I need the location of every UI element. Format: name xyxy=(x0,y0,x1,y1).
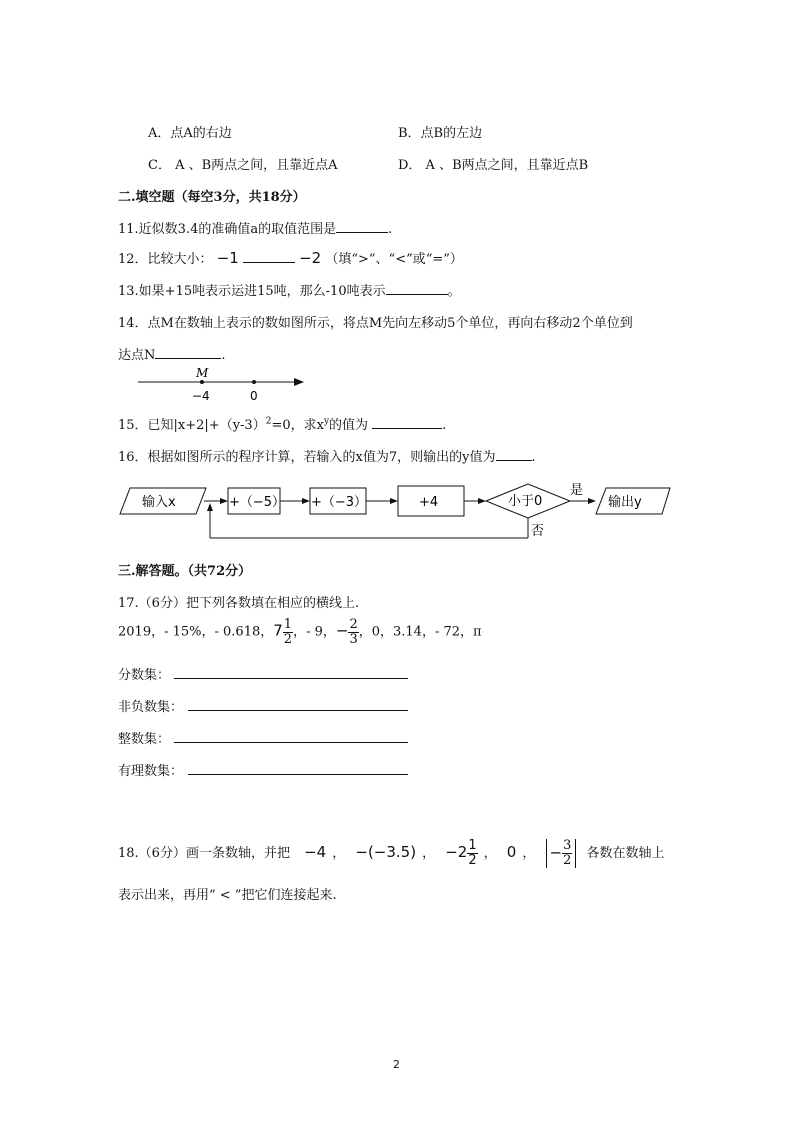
q13-blank[interactable] xyxy=(386,294,448,295)
flow-step1-label: +（−5） xyxy=(229,495,286,510)
q17-frac-den: 3 xyxy=(349,631,358,647)
option-b: B．点B的左边 xyxy=(398,126,483,141)
q18-v5-fraction xyxy=(562,839,572,867)
flow-no-label: 否 xyxy=(531,524,545,539)
q17-nums-b: ，- 9， xyxy=(293,624,336,640)
q17-fraction xyxy=(348,618,358,646)
question-17-numbers xyxy=(118,618,482,646)
flow-step2-label: +（−3） xyxy=(311,495,368,510)
q13-end: 。 xyxy=(447,284,461,299)
flow-arrowhead-3 xyxy=(390,498,398,504)
q18-value-4: 0 xyxy=(506,843,517,861)
set-label-rational: 有理数集： xyxy=(118,764,184,779)
q13-text: 13.如果+15吨表示运进15吨，那么-10吨表示 xyxy=(118,284,386,299)
q15-pre: 15．已知|x+2|+（y-3） xyxy=(118,418,266,433)
q18-v5-num: 3 xyxy=(563,838,572,854)
option-d: D． A 、B两点之间，且靠近点B xyxy=(398,158,589,173)
option-c: C． A 、B两点之间，且靠近点A xyxy=(148,158,338,173)
q12-pre: 12．比较大小： xyxy=(118,252,213,267)
set-label-integer: 整数集： xyxy=(118,732,171,747)
question-16 xyxy=(118,446,536,465)
q17-frac-num: 2 xyxy=(349,617,358,632)
section-3-heading: 三.解答题。（共72分） xyxy=(118,564,252,579)
q17-mixed-fraction xyxy=(283,618,293,646)
set-label-nonnegative: 非负数集： xyxy=(118,700,184,715)
label-m: M xyxy=(196,366,209,380)
flow-arrowhead-yes xyxy=(588,498,596,504)
question-12 xyxy=(118,248,463,267)
q12-a: −1 xyxy=(216,249,239,267)
q18-sep-4: ， xyxy=(522,846,536,861)
q16-blank[interactable] xyxy=(496,460,532,461)
q18-v5-den: 2 xyxy=(563,853,572,868)
tick-label-neg4: −4 xyxy=(192,389,210,403)
q14-line2-text: 达点N xyxy=(118,348,156,363)
question-11 xyxy=(118,218,392,237)
q14-number-line xyxy=(130,362,320,404)
q16-flowchart xyxy=(118,482,674,544)
question-13 xyxy=(118,280,461,299)
q12-b: −2 xyxy=(299,249,322,267)
flow-decision-label: 小于0 xyxy=(508,494,543,509)
page-number: 2 xyxy=(393,1058,400,1071)
flow-input-label: 输入x xyxy=(142,495,176,510)
q18-value-3-fraction xyxy=(467,839,477,867)
q18-v3-num: 1 xyxy=(468,838,477,854)
tick-label-0: 0 xyxy=(250,389,258,403)
q18-sep-3: ， xyxy=(483,846,497,861)
q18-v5-sign: − xyxy=(549,843,563,862)
point-m xyxy=(200,380,204,384)
set-line-nonnegative[interactable] xyxy=(188,710,408,711)
q18-sep-1: ， xyxy=(332,846,346,861)
q15-end: . xyxy=(442,418,447,433)
q17-nums-a: 2019，- 15%，- 0.618， xyxy=(118,624,274,640)
q17-mixed-num: 1 xyxy=(283,617,293,632)
q16-pre: 16．根据如图所示的程序计算，若输入的x值为7，则输出的y值为 xyxy=(118,450,496,465)
set-line-rational[interactable] xyxy=(188,774,408,775)
q15-blank[interactable] xyxy=(372,428,442,429)
flow-step3-label: +4 xyxy=(419,495,439,510)
q18-value-1: −4 xyxy=(304,843,327,861)
question-15 xyxy=(118,414,446,433)
question-17-title: 17.（6分）把下列各数填在相应的横线上. xyxy=(118,596,360,611)
flow-arrowhead-no xyxy=(207,503,213,511)
set-line-fraction[interactable] xyxy=(174,678,408,679)
q11-blank[interactable] xyxy=(336,232,388,233)
q18-pre: 18.（6分）画一条数轴，并把 xyxy=(118,846,290,861)
point-origin xyxy=(252,380,256,384)
q18-value-5-abs xyxy=(546,839,577,867)
q11-end: . xyxy=(388,222,393,237)
q14-blank[interactable] xyxy=(155,358,221,359)
q17-nums-c: ，0，3.14，- 72，π xyxy=(358,624,482,640)
q12-blank[interactable] xyxy=(243,262,295,263)
q15-mid: =0，求x xyxy=(271,418,324,433)
set-line-integer[interactable] xyxy=(174,742,408,743)
question-14-line2 xyxy=(118,344,226,363)
question-18-line1 xyxy=(118,832,665,874)
q12-post: （填“>”、“<”或“=”） xyxy=(325,252,463,267)
q18-value-3-whole: −2 xyxy=(445,843,468,861)
option-a: A．点A的右边 xyxy=(148,126,232,141)
section-2-heading: 二.填空题（每空3分，共18分） xyxy=(118,190,306,205)
q17-mixed-den: 2 xyxy=(283,631,293,647)
q14-end: . xyxy=(221,348,226,363)
flow-arrowhead-1 xyxy=(220,498,228,504)
q15-sup: 2 xyxy=(265,416,272,427)
number-line-arrow xyxy=(294,378,304,386)
q17-frac-sign: − xyxy=(335,621,349,640)
q11-text: 11.近似数3.4的准确值a的取值范围是 xyxy=(118,222,337,237)
flow-output-label: 输出y xyxy=(608,495,642,510)
q18-value-2: −(−3.5) xyxy=(355,843,417,861)
q17-mixed-whole: 7 xyxy=(273,621,283,640)
q16-end: . xyxy=(531,450,536,465)
question-14-line1: 14．点M在数轴上表示的数如图所示，将点M先向左移动5个单位，再向右移动2个单位到 xyxy=(118,316,633,331)
q18-v3-den: 2 xyxy=(468,853,477,868)
flow-yes-label: 是 xyxy=(570,483,584,498)
q18-sep-2: ， xyxy=(422,846,436,861)
q15-sup2: y xyxy=(323,416,330,427)
set-label-fraction: 分数集： xyxy=(118,668,171,683)
q18-post: 各数在数轴上 xyxy=(586,846,665,861)
flow-arrowhead-2 xyxy=(302,498,310,504)
q15-post: 的值为 xyxy=(329,418,369,433)
question-18-line2: 表示出来，再用“ < ”把它们连接起来. xyxy=(118,888,337,903)
